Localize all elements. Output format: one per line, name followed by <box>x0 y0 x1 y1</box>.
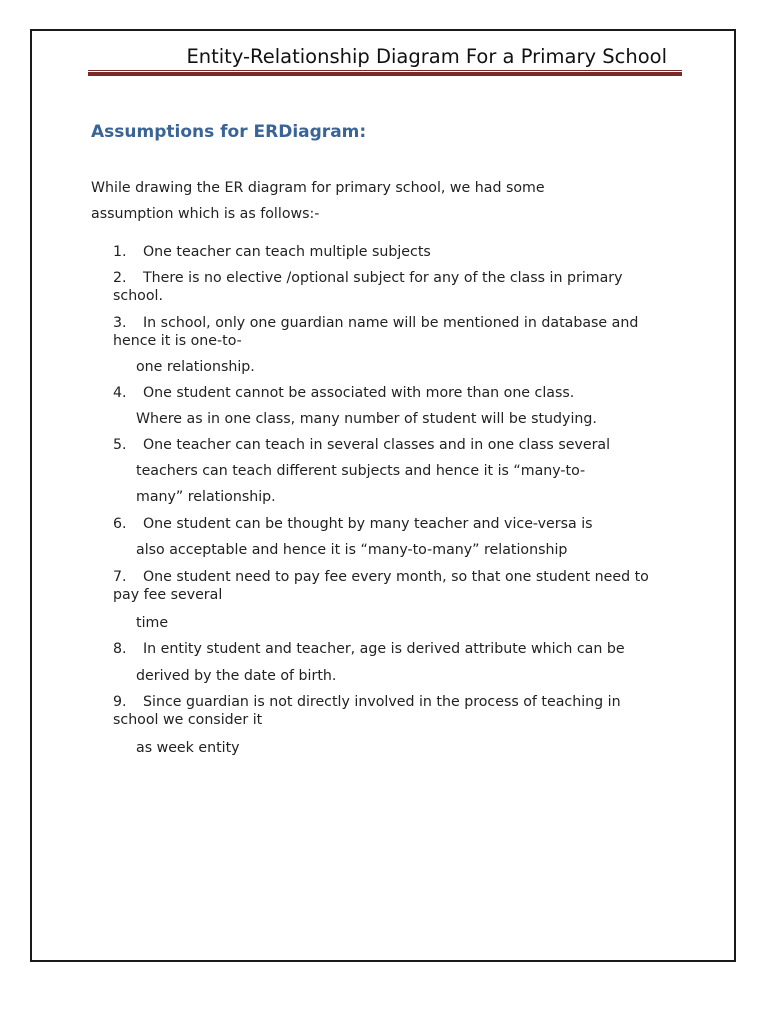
list-item-number: 1. <box>113 244 127 260</box>
list-item-text: In entity student and teacher, age is derived attribute which can be <box>143 641 625 657</box>
section-heading: Assumptions for ERDiagram: <box>91 122 367 142</box>
header-divider-thick <box>88 72 682 76</box>
list-item-text: One teacher can teach multiple subjects <box>143 244 431 260</box>
document-title: Entity-Relationship Diagram For a Primary School <box>186 45 667 68</box>
list-item-text: One student can be thought by many teacher and vice-versa is <box>143 516 593 532</box>
list-item-number: 6. <box>113 516 127 532</box>
intro-paragraph <box>91 175 651 227</box>
list-item-text: There is no elective /optional subject for any of the class in primary <box>143 270 623 286</box>
list-item-number: 5. <box>113 437 127 453</box>
list-item-text: school we consider it <box>113 712 263 728</box>
list-item-number: 7. <box>113 569 127 585</box>
list-item-text: One teacher can teach in several classes and in one class several <box>143 437 611 453</box>
list-item-text: many” relationship. <box>136 489 276 505</box>
list-item-number: 4. <box>113 385 127 401</box>
list-item-text: hence it is one-to- <box>113 333 242 349</box>
list-item-text: derived by the date of birth. <box>136 668 337 684</box>
list-item-text: In school, only one guardian name will be mentioned in database and <box>143 315 639 331</box>
list-item-text: One student cannot be associated with more than one class. <box>143 385 575 401</box>
intro-line: assumption which is as follows:- <box>91 206 320 222</box>
list-item-text: time <box>136 615 169 631</box>
list-item-number: 3. <box>113 315 127 331</box>
list-item-text: one relationship. <box>136 359 255 375</box>
list-item-text: as week entity <box>136 740 240 756</box>
list-item-text: also acceptable and hence it is “many-to-many” relationship <box>136 542 568 558</box>
list-item-text: teachers can teach different subjects and hence it is “many-to- <box>136 463 586 479</box>
list-item-text: Where as in one class, many number of student will be studying. <box>136 411 597 427</box>
list-item-text: One student need to pay fee every month, so that one student need to <box>143 569 649 585</box>
list-item-text: school. <box>113 288 163 304</box>
list-item-number: 2. <box>113 270 127 286</box>
intro-line: While drawing the ER diagram for primary school, we had some <box>91 180 545 196</box>
header-divider-thin <box>88 70 682 71</box>
list-item-text: pay fee several <box>113 587 223 603</box>
list-item-number: 9. <box>113 694 127 710</box>
list-item-text: Since guardian is not directly involved in the process of teaching in <box>143 694 621 710</box>
list-item-number: 8. <box>113 641 127 657</box>
